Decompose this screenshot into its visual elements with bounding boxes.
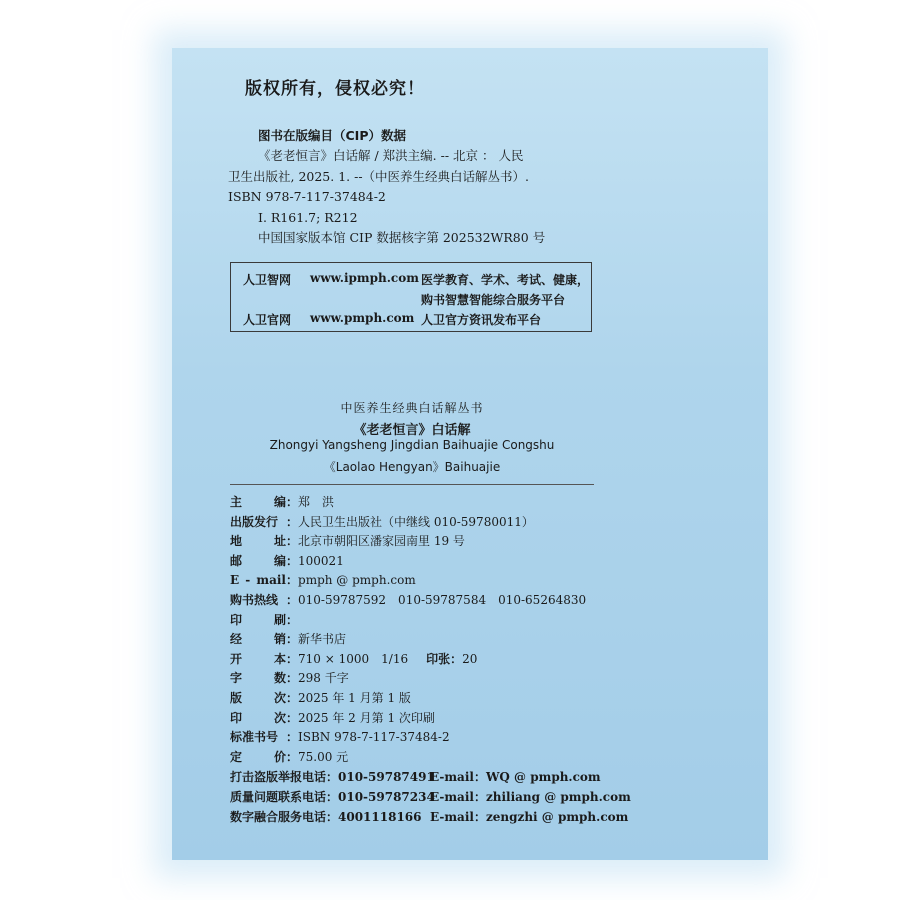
info-key — [230, 689, 286, 709]
info-colon: ： — [286, 534, 299, 549]
info-row — [230, 493, 586, 513]
info-colon: ： — [286, 749, 299, 764]
cip-heading: 图书在版编目（CIP）数据 — [258, 128, 406, 143]
portal-box — [230, 262, 592, 332]
portal-description: 购书智慧智能综合服务平台 — [421, 293, 566, 307]
info-key — [230, 552, 286, 572]
info-row — [230, 650, 586, 670]
info-row — [230, 611, 586, 631]
info-colon: ： — [286, 573, 299, 588]
info-key — [230, 493, 286, 513]
info-key-part: 开 — [230, 651, 243, 666]
info-key — [230, 669, 286, 689]
info-key — [230, 709, 286, 729]
publication-info — [230, 493, 586, 767]
info-row — [230, 532, 586, 552]
info-colon: ： — [286, 690, 299, 705]
info-key-part: 销 — [273, 632, 286, 647]
info-key — [230, 630, 286, 650]
contact-row — [230, 808, 629, 828]
portal-url-link[interactable]: www.ipmph.com — [310, 271, 419, 285]
info-key — [230, 650, 286, 670]
info-value: 2025 年 2 月第 1 次印刷 — [298, 710, 435, 725]
info-value: ISBN 978-7-117-37484-2 — [298, 730, 450, 745]
info-colon: ： — [286, 730, 299, 745]
portal-description: 医学教育、学术、考试、健康， — [421, 273, 590, 287]
info-key-part: 编 — [273, 553, 286, 568]
info-value: pmph @ pmph.com — [298, 573, 416, 588]
info-key-part: 价 — [273, 749, 286, 764]
cip-block — [228, 126, 545, 248]
info-key — [230, 591, 286, 611]
info-key-part: 数 — [273, 671, 286, 686]
info-row — [230, 728, 586, 748]
info-key-part: 次 — [273, 710, 286, 725]
contact-row — [230, 768, 601, 788]
info-value: 郑 洪 — [298, 495, 335, 509]
info-colon: ： — [286, 612, 299, 627]
copyright-notice: 版权所有，侵权必究！ — [245, 79, 425, 99]
contact-email: E-mail：WQ @ pmph.com — [430, 770, 601, 784]
info-key-part: 址 — [273, 534, 286, 549]
info-value: 298 千字 — [298, 671, 349, 686]
info-value: 710 × 1000 1/16 — [298, 651, 409, 666]
info-key — [230, 571, 286, 591]
cip-line: ISBN 978-7-117-37484-2 — [228, 189, 386, 205]
info-row — [230, 591, 586, 611]
info-row — [230, 748, 586, 768]
info-value: 北京市朝阳区潘家园南里 19 号 — [298, 534, 465, 549]
contact-row — [230, 788, 631, 808]
info-key — [230, 728, 286, 748]
info-key — [230, 611, 286, 631]
info-colon: ： — [286, 514, 299, 529]
info-colon: ： — [286, 671, 299, 686]
portal-description: 人卫官方资讯发布平台 — [421, 313, 542, 327]
info-value: 人民卫生出版社（中继线 010-59780011） — [298, 514, 534, 529]
info-key-part: 版 — [230, 690, 243, 705]
info-key-part: 印 — [230, 710, 243, 725]
cip-line: 中国国家版本馆 CIP 数据核字第 202532WR80 号 — [258, 230, 546, 246]
contact-block — [230, 768, 631, 827]
info-row — [230, 571, 586, 591]
divider — [230, 484, 594, 485]
info-colon: ： — [286, 651, 299, 666]
info-colon: ： — [286, 592, 299, 607]
info-key-part: 出版发行 — [230, 514, 279, 529]
book-title-pinyin: 《Laolao Hengyan》Baihuajie — [323, 460, 501, 474]
info-key — [230, 513, 286, 533]
info-key-part: E — [230, 573, 240, 588]
info-key-part: mail — [256, 573, 286, 588]
spacer — [408, 650, 426, 670]
contact-email: E-mail：zhiliang @ pmph.com — [430, 789, 631, 804]
info-key-part: 邮 — [230, 553, 243, 568]
info-row — [230, 513, 586, 533]
info-row — [230, 709, 586, 729]
cip-line: 卫生出版社, 2025. 1. --（中医养生经典白话解丛书）. — [228, 168, 530, 184]
info-colon: ： — [450, 651, 463, 666]
info-value: 010-59787592 010-59787584 010-65264830 — [298, 592, 587, 607]
info-key-part: 购书热线 — [230, 592, 279, 607]
portal-url-link[interactable]: www.pmph.com — [310, 311, 415, 325]
info-colon: ： — [286, 495, 299, 509]
info-key — [230, 748, 286, 768]
info-row — [230, 669, 586, 689]
book-title-cn: 《老老恒言》白话解 — [353, 423, 471, 438]
portal-name: 人卫官网 — [243, 313, 292, 327]
contact-phone: 质量问题联系电话：010-59787234 — [230, 789, 435, 804]
series-name-cn: 中医养生经典白话解丛书 — [340, 401, 484, 415]
info-key-part: 字 — [230, 671, 243, 686]
info-row — [230, 630, 586, 650]
info-key-part: 地 — [230, 534, 243, 549]
info-row — [230, 552, 586, 572]
info-value: 75.00 元 — [298, 749, 349, 764]
info-key-part: - — [245, 573, 251, 588]
info-value: 100021 — [298, 553, 344, 568]
info-key-part: 刷 — [273, 612, 286, 627]
portal-name: 人卫智网 — [243, 273, 292, 287]
contact-phone: 打击盗版举报电话：010-59787491 — [230, 770, 435, 784]
info-value: 20 — [462, 651, 478, 666]
info-colon: ： — [286, 553, 299, 568]
info-key-part: 编 — [273, 495, 286, 509]
info-colon: ： — [286, 710, 299, 725]
info-key: 印张 — [426, 651, 451, 666]
info-key-part: 标准书号 — [230, 730, 279, 745]
cip-line: Ⅰ. R161.7; R212 — [258, 209, 358, 225]
info-key-part: 本 — [273, 651, 286, 666]
contact-email: E-mail：zengzhi @ pmph.com — [430, 809, 629, 824]
info-colon: ： — [286, 632, 299, 647]
info-value: 新华书店 — [298, 632, 347, 647]
contact-phone: 数字融合服务电话：4001118166 — [230, 809, 422, 824]
cip-line: 《老老恒言》白话解 / 郑洪主编. -- 北京 ： 人民 — [258, 148, 524, 164]
info-key-part: 主 — [230, 495, 243, 509]
info-row — [230, 689, 586, 709]
info-key-part: 经 — [230, 632, 243, 647]
series-name-pinyin: Zhongyi Yangsheng Jingdian Baihuajie Congshu — [269, 438, 555, 452]
info-value: 2025 年 1 月第 1 版 — [298, 690, 411, 705]
info-key-part: 次 — [273, 690, 286, 705]
info-key — [230, 532, 286, 552]
info-key-part: 印 — [230, 612, 243, 627]
info-key-part: 定 — [230, 749, 243, 764]
